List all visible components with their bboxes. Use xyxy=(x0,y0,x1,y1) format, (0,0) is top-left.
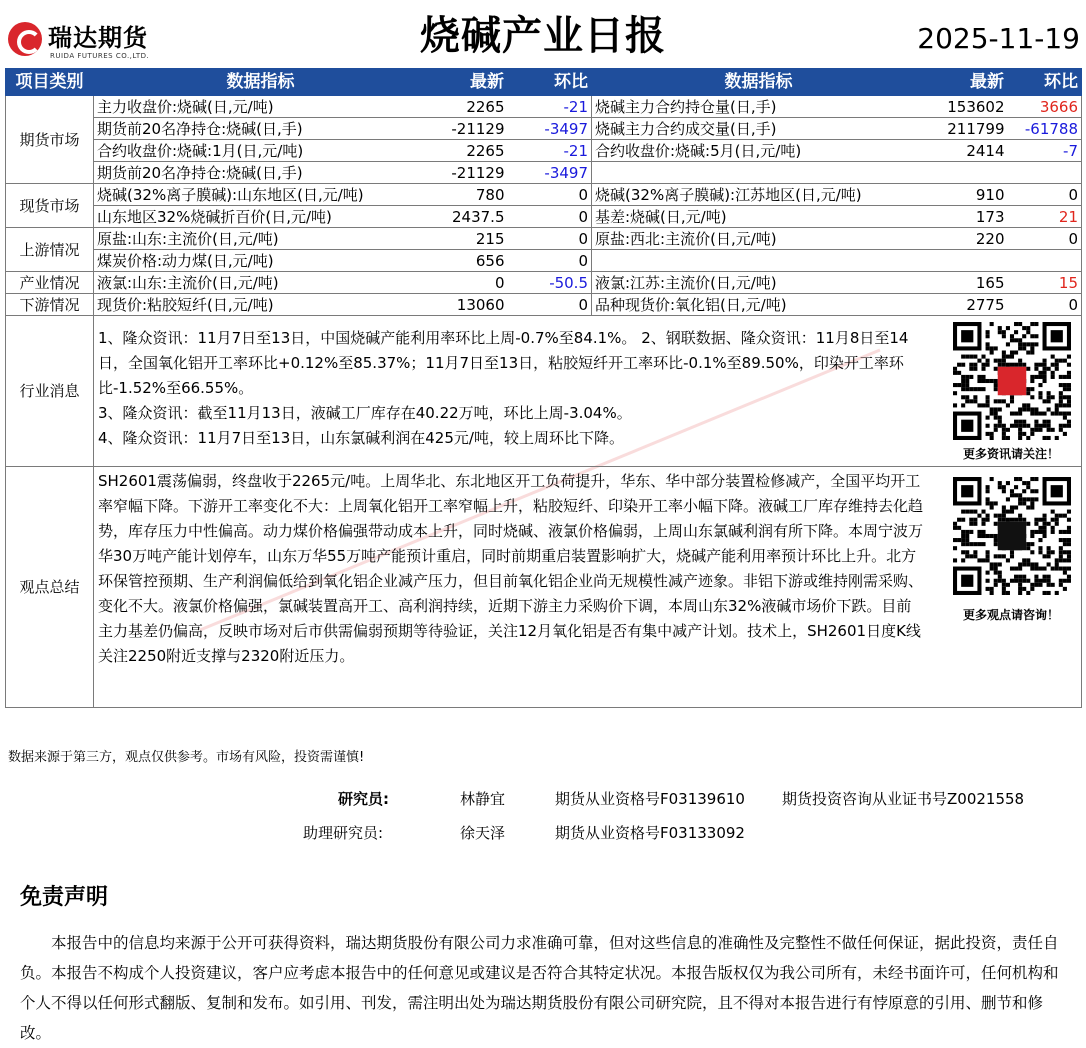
indicator-name: 基差:烧碱(日,元/吨) xyxy=(592,206,926,228)
header-category: 项目类别 xyxy=(6,69,94,96)
change-value: 15 xyxy=(1008,272,1082,294)
indicator-name: 期货前20名净持仓:烧碱(日,手) xyxy=(94,118,428,140)
table-row xyxy=(6,96,1082,118)
header-indicator-right: 数据指标 xyxy=(592,69,926,96)
change-value: 0 xyxy=(1008,294,1082,316)
news-paragraph: 4、隆众资讯：11月7日至13日，山东氯碱利润在425元/吨，较上周环比下降。 xyxy=(98,429,624,447)
latest-value: 780 xyxy=(428,184,508,206)
indicator-name: 烧碱(32%离子膜碱):山东地区(日,元/吨) xyxy=(94,184,428,206)
category-cell: 行业消息 xyxy=(6,316,94,467)
header-indicator-left: 数据指标 xyxy=(94,69,428,96)
latest-value: -21129 xyxy=(428,118,508,140)
latest-value: 2775 xyxy=(926,294,1008,316)
change-value: 0 xyxy=(1008,228,1082,250)
indicator-name xyxy=(592,250,926,272)
latest-value xyxy=(926,162,1008,184)
latest-value: 2414 xyxy=(926,140,1008,162)
news-row xyxy=(6,316,1082,467)
change-value: -3497 xyxy=(508,162,592,184)
data-table xyxy=(5,68,1082,708)
indicator-name: 原盐:山东:主流价(日,元/吨) xyxy=(94,228,428,250)
report-header xyxy=(0,0,1086,66)
researcher-name: 林静宜 xyxy=(460,790,506,808)
logo-text: 瑞达期货 xyxy=(48,24,148,52)
latest-value: -21129 xyxy=(428,162,508,184)
indicator-name: 山东地区32%烧碱折百价(日,元/吨) xyxy=(94,206,428,228)
latest-value: 0 xyxy=(428,272,508,294)
change-value: -7 xyxy=(1008,140,1082,162)
latest-value: 2265 xyxy=(428,96,508,118)
latest-value: 910 xyxy=(926,184,1008,206)
category-cell: 期货市场 xyxy=(6,96,94,184)
indicator-name: 烧碱主力合约成交量(日,手) xyxy=(592,118,926,140)
disclaimer-text: 本报告中的信息均来源于公开可获得资料，瑞达期货股份有限公司力求准确可靠，但对这些信息的准确性及完整性不做任何保证，据此投资，责任自负。本报告不构成个人投资建议，客户应考虑本报告中的任何意见或建议是否符合其特定状况。本报告版权仅为我公司所有，未经书面许可，任何机构和个人不得以任何形式翻版、复制和发布。如引用、刊发，需注明出处为瑞达期货股份有限公司研究院，且不得对本报告进行有悖原意的引用、删节和修改。 xyxy=(20,934,1059,1042)
category-cell: 产业情况 xyxy=(6,272,94,294)
table-row xyxy=(6,294,1082,316)
indicator-name: 主力收盘价:烧碱(日,元/吨) xyxy=(94,96,428,118)
category-cell: 上游情况 xyxy=(6,228,94,272)
change-value xyxy=(1008,162,1082,184)
latest-value: 2265 xyxy=(428,140,508,162)
disclaimer-title: 免责声明 xyxy=(20,885,109,910)
change-value: -50.5 xyxy=(508,272,592,294)
change-value: 0 xyxy=(508,294,592,316)
researcher-consult-cert: 期货投资咨询从业证书号Z0021558 xyxy=(782,790,1025,808)
category-cell: 观点总结 xyxy=(6,467,94,708)
indicator-name: 烧碱主力合约持仓量(日,手) xyxy=(592,96,926,118)
change-value: -61788 xyxy=(1008,118,1082,140)
latest-value: 220 xyxy=(926,228,1008,250)
table-header-row xyxy=(6,69,1082,96)
latest-value: 173 xyxy=(926,206,1008,228)
indicator-name: 品种现货价:氧化铝(日,元/吨) xyxy=(592,294,926,316)
news-paragraph: 3、隆众资讯：截至11月13日，液碱工厂库存在40.22万吨，环比上周-3.04%。 xyxy=(98,404,632,422)
page-title: 烧碱产业日报 xyxy=(420,13,666,59)
change-value: 0 xyxy=(508,206,592,228)
assistant-cert: 期货从业资格号F03133092 xyxy=(555,824,745,842)
table-row xyxy=(6,118,1082,140)
category-cell: 下游情况 xyxy=(6,294,94,316)
table-row xyxy=(6,162,1082,184)
report-date: 2025-11-19 xyxy=(917,22,1080,55)
news-paragraph: 1、隆众资讯：11月7日至13日，中国烧碱产能利用率环比上周-0.7%至84.1%。 2、钢联数据、隆众资讯：11月8日至14日，全国氧化铝开工率环比+0.12%至85.37%；11月7日至13日，粘胶短纤开工率环比-0.1%至89.50%，印染开工率环比-1.52%至66.55%。 xyxy=(98,329,909,397)
header-change-right: 环比 xyxy=(1008,69,1082,96)
indicator-name: 液氯:江苏:主流价(日,元/吨) xyxy=(592,272,926,294)
change-value: 21 xyxy=(1008,206,1082,228)
indicator-name: 期货前20名净持仓:烧碱(日,手) xyxy=(94,162,428,184)
latest-value: 211799 xyxy=(926,118,1008,140)
header-latest-left: 最新 xyxy=(428,69,508,96)
researcher-cert: 期货从业资格号F03139610 xyxy=(555,790,745,808)
change-value: 3666 xyxy=(1008,96,1082,118)
view-qr-caption: 更多观点请咨询！ xyxy=(962,608,1059,622)
news-content xyxy=(94,316,1082,467)
latest-value: 153602 xyxy=(926,96,1008,118)
indicator-name: 煤炭价格:动力煤(日,元/吨) xyxy=(94,250,428,272)
header-change-left: 环比 xyxy=(508,69,592,96)
table-row xyxy=(6,140,1082,162)
latest-value: 165 xyxy=(926,272,1008,294)
indicator-name xyxy=(592,162,926,184)
view-content xyxy=(94,467,1082,708)
researcher-role: 研究员: xyxy=(338,790,389,808)
indicator-name: 液氯:山东:主流价(日,元/吨) xyxy=(94,272,428,294)
view-qr-code xyxy=(953,477,1071,595)
latest-value xyxy=(926,250,1008,272)
latest-value: 13060 xyxy=(428,294,508,316)
category-cell: 现货市场 xyxy=(6,184,94,228)
latest-value: 215 xyxy=(428,228,508,250)
change-value: -21 xyxy=(508,96,592,118)
indicator-name: 原盐:西北:主流价(日,元/吨) xyxy=(592,228,926,250)
indicator-name: 合约收盘价:烧碱:5月(日,元/吨) xyxy=(592,140,926,162)
latest-value: 2437.5 xyxy=(428,206,508,228)
news-qr-code xyxy=(953,322,1071,440)
change-value: 0 xyxy=(508,228,592,250)
view-row xyxy=(6,467,1082,708)
assistant-role: 助理研究员: xyxy=(303,824,384,842)
change-value: 0 xyxy=(508,184,592,206)
change-value xyxy=(1008,250,1082,272)
change-value: -21 xyxy=(508,140,592,162)
logo-subtext: RUIDA FUTURES CO.,LTD. xyxy=(50,52,150,60)
indicator-name: 现货价:粘胶短纤(日,元/吨) xyxy=(94,294,428,316)
indicator-name: 烧碱(32%离子膜碱):江苏地区(日,元/吨) xyxy=(592,184,926,206)
change-value: 0 xyxy=(1008,184,1082,206)
table-row xyxy=(6,228,1082,250)
news-qr-caption: 更多资讯请关注！ xyxy=(962,447,1059,461)
table-row xyxy=(6,206,1082,228)
header-latest-right: 最新 xyxy=(926,69,1008,96)
assistant-name: 徐天泽 xyxy=(460,824,506,842)
latest-value: 656 xyxy=(428,250,508,272)
source-note: 数据来源于第三方，观点仅供参考。市场有风险，投资需谨慎! xyxy=(8,750,365,765)
view-summary-text: SH2601震荡偏弱，终盘收于2265元/吨。上周华北、东北地区开工负荷提升，华东、华中部分装置检修减产，全国平均开工率窄幅下降。下游开工率变化不大：上周氧化铝开工率窄幅上升，粘胶短纤、印染开工率小幅下降。液碱工厂库存维持去化趋势，库存压力中性偏高。动力煤价格偏强带动成本上升，同时烧碱、液氯价格偏弱，上周山东氯碱利润有所下降。本周宁波万华30万吨产能计划停车，山东万华55万吨产能预计重启，同时前期重启装置影响扩大，烧碱产能利用率预计环比上升。北方环保管控预期、生产利润偏低给到氧化铝企业减产压力，但目前氧化铝企业尚无规模性减产迹象。非铝下游或维持刚需采购、变化不大。液氯价格偏强，氯碱装置高开工、高利润持续，近期下游主力采购价下调，本周山东32%液碱市场价下跌。目前主力基差仍偏高，反映市场对后市供需偏弱预期等待验证，关注12月氧化铝是否有集中减产计划。技术上，SH2601日度K线关注2250附近支撑与2320附近压力。 xyxy=(98,472,924,665)
table-row xyxy=(6,250,1082,272)
table-row xyxy=(6,272,1082,294)
indicator-name: 合约收盘价:烧碱:1月(日,元/吨) xyxy=(94,140,428,162)
change-value: -3497 xyxy=(508,118,592,140)
table-row xyxy=(6,184,1082,206)
change-value: 0 xyxy=(508,250,592,272)
